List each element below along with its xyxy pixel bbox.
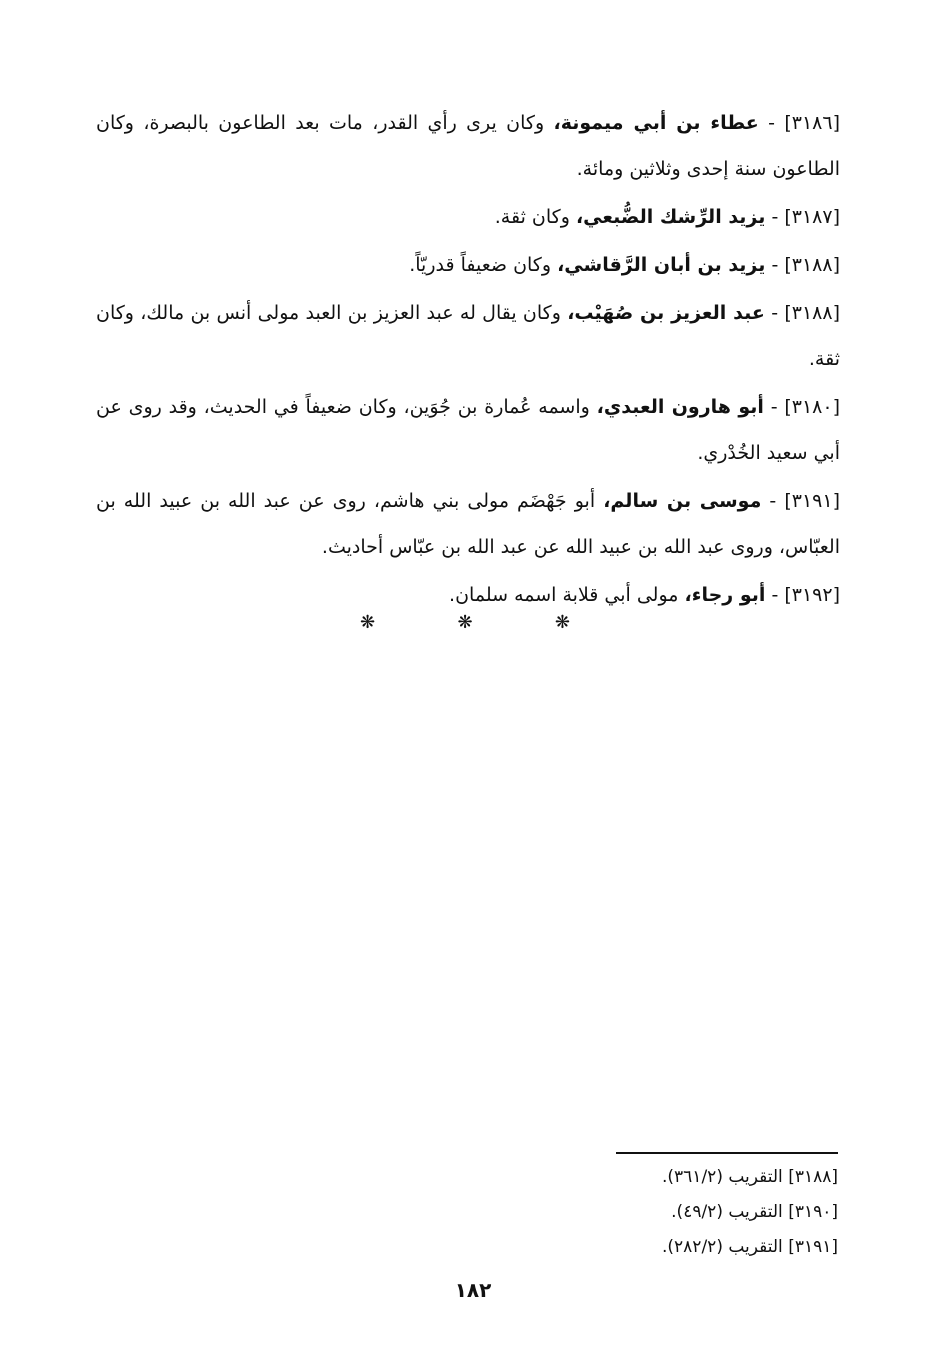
entry-name: موسى بن سالم، bbox=[603, 490, 762, 512]
entry-name: أبو رجاء، bbox=[684, 584, 766, 606]
entry-3191 bbox=[96, 478, 840, 570]
entry-text: وكان ثقة. bbox=[494, 206, 570, 228]
entry-name: عطاء بن أبي ميمونة، bbox=[553, 112, 759, 134]
entry-number: [٣١٨٠] - bbox=[770, 396, 841, 418]
entry-3186 bbox=[96, 100, 840, 192]
entry-3188-a bbox=[96, 242, 840, 288]
asterisk-icon: ❋ bbox=[554, 612, 570, 633]
entry-name: يزيد بن أبان الرَّقاشي، bbox=[557, 254, 766, 276]
entry-text: واسمه عُمارة بن جُوَين، وكان ضعيفاً في الحديث، وقد روى عن أبي سعيد الخُدْري. bbox=[96, 396, 840, 464]
footnote-3191: [٣١٩١] التقريب (٢٨٢/٢). bbox=[662, 1237, 838, 1257]
entry-text: وكان يقال له عبد العزيز بن العبد مولى أنس بن مالك، وكان ثقة. bbox=[96, 302, 840, 370]
entry-number: [٣١٨٦] - bbox=[768, 112, 840, 134]
entry-text: وكان ضعيفاً قدريّاً. bbox=[409, 254, 552, 276]
entry-3187 bbox=[96, 194, 840, 240]
entry-text: مولى أبي قلابة اسمه سلمان. bbox=[449, 584, 679, 606]
footnote-3190: [٣١٩٠] التقريب (٤٩/٢). bbox=[671, 1202, 838, 1222]
main-text-body bbox=[96, 100, 840, 620]
entry-number: [٣١٨٧] - bbox=[771, 206, 840, 228]
entry-number: [٣١٨٨] - bbox=[771, 302, 840, 324]
entry-number: [٣١٨٨] - bbox=[771, 254, 840, 276]
page-number: ١٨٢ bbox=[454, 1278, 492, 1302]
entry-name: أبو هارون العبدي، bbox=[596, 396, 764, 418]
asterisk-icon: ❋ bbox=[360, 612, 376, 633]
entry-name: يزيد الرِّشك الضُّبعي، bbox=[575, 206, 766, 228]
footnote-divider bbox=[616, 1152, 838, 1154]
entry-number: [٣١٩٢] - bbox=[771, 584, 840, 606]
asterisk-icon: ❋ bbox=[457, 612, 473, 633]
entry-text: أبو جَهْضَم مولى بني هاشم، روى عن عبد الله بن عبيد الله بن العبّاس، وروى عبد الله بن عبيد الله عن عبد الله بن عبّاس أحاديث. bbox=[96, 490, 840, 558]
entry-3188-b bbox=[96, 290, 840, 382]
entry-text: وكان يرى رأي القدر، مات بعد الطاعون بالبصرة، وكان الطاعون سنة إحدى وثلاثين ومائة. bbox=[96, 112, 840, 180]
section-separator bbox=[360, 612, 570, 633]
entry-3180 bbox=[96, 384, 840, 476]
footnote-3188: [٣١٨٨] التقريب (٣٦١/٢). bbox=[662, 1167, 838, 1187]
entry-name: عبد العزيز بن صُهَيْب، bbox=[567, 302, 765, 324]
entry-number: [٣١٩١] - bbox=[769, 490, 840, 512]
footnotes bbox=[560, 1160, 838, 1265]
